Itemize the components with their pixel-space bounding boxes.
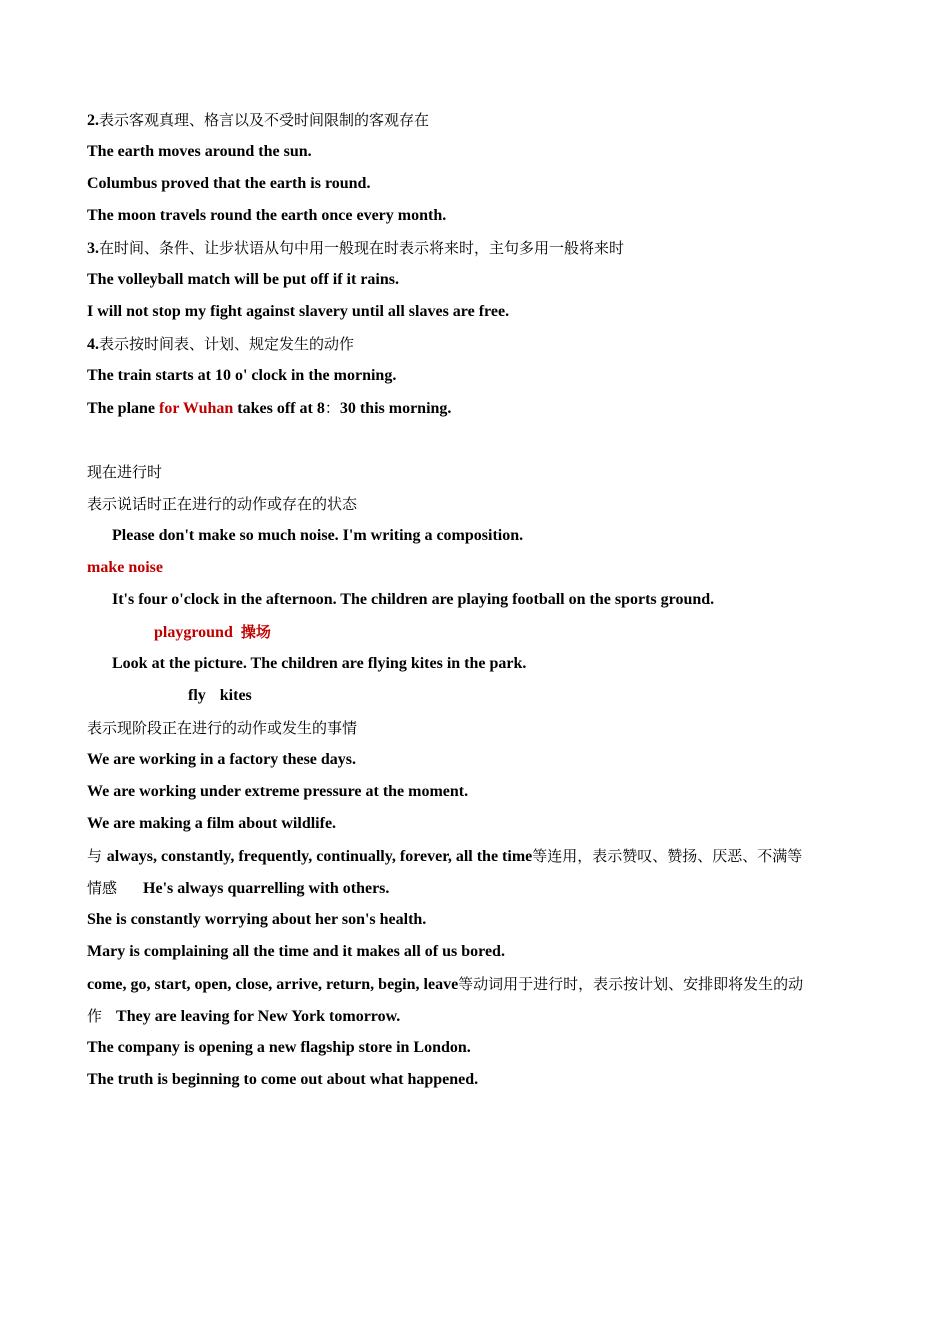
highlight-phrase: playground (154, 624, 233, 641)
rule-text: 表示按时间表、计划、规定发生的动作 (99, 335, 355, 353)
rule-4 (87, 328, 877, 360)
usage-text (87, 968, 877, 1000)
sentence-part: 30 this morning. (339, 400, 452, 417)
usage-prefix: 与 (87, 847, 107, 865)
highlight-phrase: make noise (87, 559, 163, 576)
rule-3 (87, 232, 877, 264)
note-word: kites (219, 687, 252, 704)
example-sentence: Look at the picture. The children are flying kites in the park. (112, 655, 527, 672)
example-sentence: The volleyball match will be put off if it rains. (87, 271, 399, 288)
highlight-phrase: 操场 (240, 623, 271, 641)
usage-words: come, go, start, open, close, arrive, return, begin, leave (87, 976, 459, 993)
example-sentence: I will not stop my fight against slavery until all slaves are free. (87, 303, 510, 320)
usage-text (87, 840, 877, 872)
example-sentence: The moon travels round the earth once every month. (87, 207, 447, 224)
example-sentence: They are leaving for New York tomorrow. (116, 1008, 401, 1025)
section-heading: 现在进行时 (87, 463, 163, 481)
example-sentence: Please don't make so much noise. I'm writing a composition. (112, 527, 524, 544)
example-sentence: It's four o'clock in the afternoon. The children are playing football on the sports ground. (112, 591, 715, 608)
rule-number: 3. (87, 240, 99, 257)
usage-text (87, 1000, 877, 1032)
note-line (87, 552, 877, 584)
rule-number: 4. (87, 336, 99, 353)
example-sentence: The earth moves around the sun. (87, 143, 312, 160)
note-word: fly (188, 687, 206, 704)
usage-desc: 作 (87, 1007, 103, 1025)
sentence-part: ： (324, 399, 340, 417)
sentence-part: takes off at 8 (233, 400, 325, 417)
blank-line (87, 424, 877, 456)
rule-number: 2. (87, 112, 99, 129)
usage-text: 表示说话时正在进行的动作或存在的状态 (87, 495, 358, 513)
example-sentence (87, 392, 877, 424)
example-sentence: The truth is beginning to come out about what happened. (87, 1071, 479, 1088)
rule-2 (87, 104, 877, 136)
example-sentence: We are working under extreme pressure at the moment. (87, 783, 469, 800)
example-sentence: The train starts at 10 o' clock in the morning. (87, 367, 397, 384)
example-sentence: The company is opening a new flagship store in London. (87, 1039, 471, 1056)
example-sentence: Columbus proved that the earth is round. (87, 175, 371, 192)
example-sentence: Mary is complaining all the time and it makes all of us bored. (87, 943, 505, 960)
usage-desc: 等连用，表示赞叹、赞扬、厌恶、不满等 (532, 847, 803, 865)
document-page (87, 104, 877, 1096)
sentence-part: The plane (87, 400, 160, 417)
note-line (87, 616, 877, 648)
usage-text (87, 872, 877, 904)
usage-text: 表示现阶段正在进行的动作或发生的事情 (87, 719, 358, 737)
usage-desc: 情感 (87, 879, 118, 897)
highlight-phrase: for Wuhan (159, 400, 234, 417)
example-sentence: We are working in a factory these days. (87, 751, 357, 768)
usage-words: always, constantly, frequently, continually, forever, all the time (106, 848, 533, 865)
rule-text: 表示客观真理、格言以及不受时间限制的客观存在 (99, 111, 430, 129)
note-line (87, 680, 877, 712)
example-sentence: She is constantly worrying about her son's health. (87, 911, 427, 928)
rule-text: 在时间、条件、让步状语从句中用一般现在时表示将来时，主句多用一般将来时 (99, 239, 625, 257)
usage-desc: 等动词用于进行时，表示按计划、安排即将发生的动 (458, 975, 804, 993)
example-sentence: He's always quarrelling with others. (143, 880, 390, 897)
example-sentence: We are making a film about wildlife. (87, 815, 337, 832)
